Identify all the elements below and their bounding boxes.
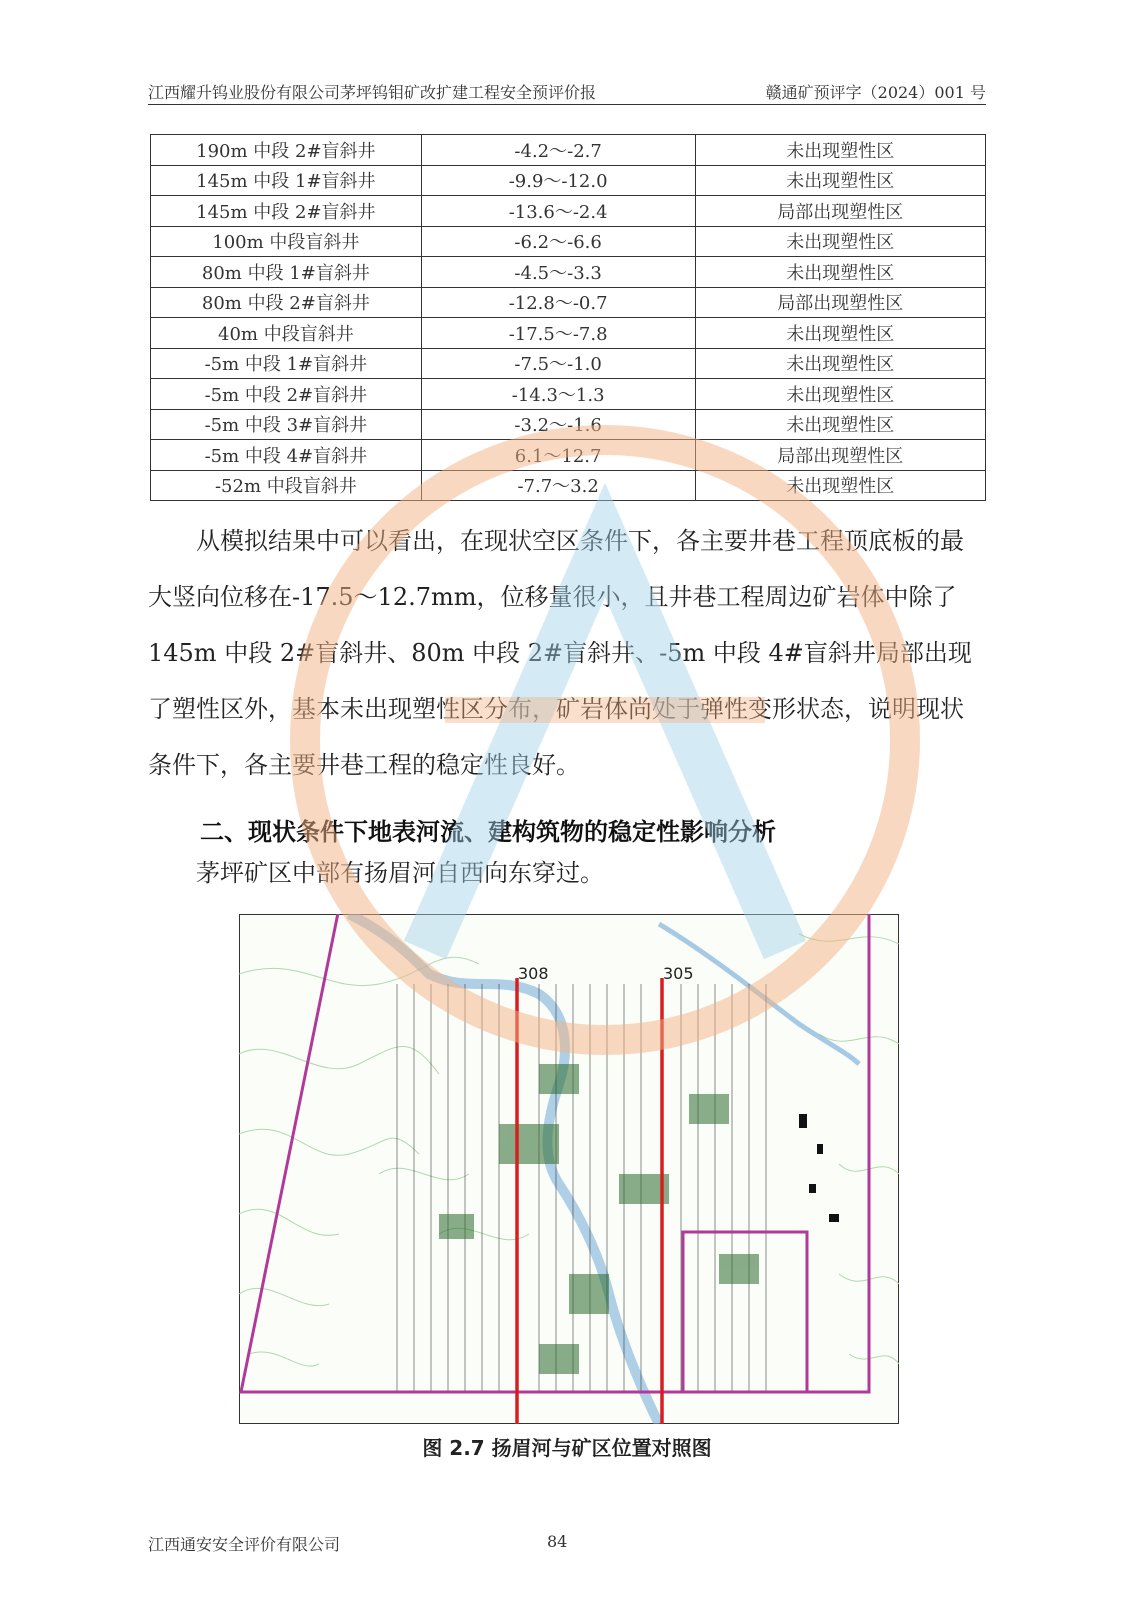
- cell-displacement: -13.6～-2.4: [421, 196, 695, 227]
- cell-location: 80m 中段 2#盲斜井: [151, 287, 422, 318]
- cell-displacement: -9.9～-12.0: [421, 165, 695, 196]
- header-divider: [148, 104, 986, 105]
- cell-location: -5m 中段 4#盲斜井: [151, 440, 422, 471]
- cell-location: -5m 中段 3#盲斜井: [151, 409, 422, 440]
- section-label-308: 308: [518, 964, 549, 983]
- table-row: [151, 318, 986, 349]
- cell-displacement: -14.3～1.3: [421, 379, 695, 410]
- cell-displacement: -6.2～-6.6: [421, 226, 695, 257]
- cell-plastic-zone: 局部出现塑性区: [695, 287, 985, 318]
- results-table: [150, 134, 986, 501]
- table-row: [151, 287, 986, 318]
- table-row: [151, 165, 986, 196]
- cell-plastic-zone: 局部出现塑性区: [695, 196, 985, 227]
- cell-location: 100m 中段盲斜井: [151, 226, 422, 257]
- cell-displacement: -4.2～-2.7: [421, 135, 695, 166]
- cell-displacement: 6.1～12.7: [421, 440, 695, 471]
- cell-location: -5m 中段 1#盲斜井: [151, 348, 422, 379]
- cell-plastic-zone: 未出现塑性区: [695, 257, 985, 288]
- cell-plastic-zone: 未出现塑性区: [695, 135, 985, 166]
- cell-plastic-zone: 局部出现塑性区: [695, 440, 985, 471]
- table-row: [151, 226, 986, 257]
- figure-caption: 图 2.7 扬眉河与矿区位置对照图: [422, 1436, 712, 1460]
- section-heading: 二、现状条件下地表河流、建构筑物的稳定性影响分析: [200, 818, 776, 846]
- cell-plastic-zone: 未出现塑性区: [695, 226, 985, 257]
- cell-location: 145m 中段 2#盲斜井: [151, 196, 422, 227]
- cell-location: -5m 中段 2#盲斜井: [151, 379, 422, 410]
- cell-plastic-zone: 未出现塑性区: [695, 379, 985, 410]
- cell-displacement: -3.2～-1.6: [421, 409, 695, 440]
- cell-location: 145m 中段 1#盲斜井: [151, 165, 422, 196]
- cell-location: 80m 中段 1#盲斜井: [151, 257, 422, 288]
- table-row: [151, 470, 986, 501]
- cell-displacement: -12.8～-0.7: [421, 287, 695, 318]
- paragraph-simulation-result: 从模拟结果中可以看出，在现状空区条件下，各主要井巷工程顶底板的最大竖向位移在-17.5～12.7mm，位移量很小，且井巷工程周边矿岩体中除了 145m 中段 2#盲斜井、80m 中段 2#盲斜井、-5m 中段 4#盲斜井局部出现了塑性区外，基本未出现塑性区分布，矿岩体尚处于弹性变形状态，说明现状条件下，各主要井巷工程的稳定性良好。: [148, 527, 972, 779]
- header-report-number: 赣通矿预评字（2024）001 号: [765, 83, 986, 102]
- cell-location: 40m 中段盲斜井: [151, 318, 422, 349]
- table-row: [151, 135, 986, 166]
- cell-plastic-zone: 未出现塑性区: [695, 165, 985, 196]
- cell-plastic-zone: 未出现塑性区: [695, 318, 985, 349]
- section-label-305: 305: [663, 964, 694, 983]
- cell-displacement: -4.5～-3.3: [421, 257, 695, 288]
- cell-location: -52m 中段盲斜井: [151, 470, 422, 501]
- page-number: 84: [547, 1532, 568, 1551]
- footer-company: 江西通安安全评价有限公司: [148, 1535, 341, 1554]
- table-row: [151, 409, 986, 440]
- paragraph-river: 茅坪矿区中部有扬眉河自西向东穿过。: [196, 859, 604, 887]
- cell-displacement: -7.7～3.2: [421, 470, 695, 501]
- header-title: 江西耀升钨业股份有限公司茅坪钨钼矿改扩建工程安全预评价报: [148, 83, 597, 102]
- table-row: [151, 440, 986, 471]
- table-row: [151, 379, 986, 410]
- mine-location-map: [239, 914, 899, 1424]
- cell-location: 190m 中段 2#盲斜井: [151, 135, 422, 166]
- table-row: [151, 196, 986, 227]
- cell-displacement: -17.5～-7.8: [421, 318, 695, 349]
- cell-plastic-zone: 未出现塑性区: [695, 470, 985, 501]
- cell-plastic-zone: 未出现塑性区: [695, 348, 985, 379]
- table-row: [151, 257, 986, 288]
- table-row: [151, 348, 986, 379]
- cell-displacement: -7.5～-1.0: [421, 348, 695, 379]
- cell-plastic-zone: 未出现塑性区: [695, 409, 985, 440]
